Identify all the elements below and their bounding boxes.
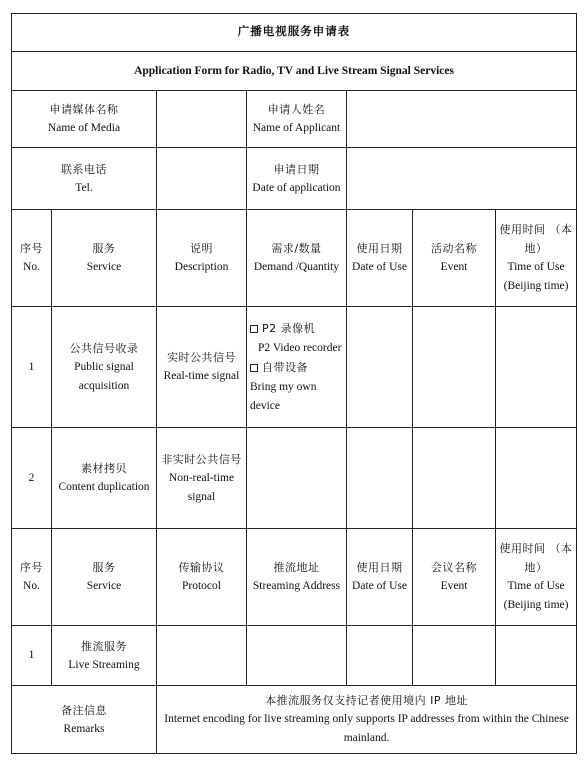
event-field[interactable] xyxy=(413,307,496,428)
streaming-address-field[interactable] xyxy=(247,626,347,686)
header-event: 活动名称 Event xyxy=(413,210,496,307)
header-date-of-use: 使用日期 Date of Use xyxy=(347,529,413,626)
description-cell: 非实时公共信号 Non-real-time signal xyxy=(157,428,247,529)
subtitle-row xyxy=(12,52,577,91)
remarks-row xyxy=(12,686,577,754)
signal-header-row xyxy=(12,210,577,307)
time-of-use-field[interactable] xyxy=(496,428,577,529)
date-of-use-field[interactable] xyxy=(347,307,413,428)
header-service: 服务 Service xyxy=(52,210,157,307)
tel-field[interactable] xyxy=(157,148,247,210)
description-cell: 实时公共信号 Real-time signal xyxy=(157,307,247,428)
checkbox-icon[interactable] xyxy=(250,325,258,333)
media-name-field[interactable] xyxy=(157,91,247,148)
media-name-label: 申请媒体名称 Name of Media xyxy=(12,91,157,148)
option-p2-recorder[interactable]: P2 录像机 xyxy=(250,319,343,339)
demand-options-cell: P2 录像机 P2 Video recorder 自带设备 Bring my own device xyxy=(247,307,347,428)
title-row xyxy=(12,14,577,52)
row-number: 1 xyxy=(12,626,52,686)
remarks-text: 本推流服务仅支持记者使用境内 IP 地址 Internet encoding for live streaming only supports IP addresses from within the Chinese mainland. xyxy=(157,686,577,754)
demand-field[interactable] xyxy=(247,428,347,529)
checkbox-icon[interactable] xyxy=(250,364,258,372)
date-of-use-field[interactable] xyxy=(347,428,413,529)
time-of-use-field[interactable] xyxy=(496,626,577,686)
media-row xyxy=(12,91,577,148)
time-of-use-field[interactable] xyxy=(496,307,577,428)
header-time-of-use: 使用时间 （本地） Time of Use (Beijing time) xyxy=(496,210,577,307)
signal-row-1 xyxy=(12,307,577,428)
form-title-zh: 广播电视服务申请表 xyxy=(12,14,577,52)
service-cell: 推流服务 Live Streaming xyxy=(52,626,157,686)
service-cell: 公共信号收录 Public signal acquisition xyxy=(52,307,157,428)
row-number: 1 xyxy=(12,307,52,428)
signal-row-2 xyxy=(12,428,577,529)
applicant-name-field[interactable] xyxy=(347,91,577,148)
header-no: 序号 No. xyxy=(12,529,52,626)
tel-label: 联系电话 Tel. xyxy=(12,148,157,210)
tel-row xyxy=(12,148,577,210)
header-event: 会议名称 Event xyxy=(413,529,496,626)
header-date-of-use: 使用日期 Date of Use xyxy=(347,210,413,307)
header-no: 序号 No. xyxy=(12,210,52,307)
date-of-use-field[interactable] xyxy=(347,626,413,686)
remarks-label: 备注信息 Remarks xyxy=(12,686,157,754)
applicant-name-label: 申请人姓名 Name of Applicant xyxy=(247,91,347,148)
application-date-label: 申请日期 Date of application xyxy=(247,148,347,210)
header-demand: 需求/数量 Demand /Quantity xyxy=(247,210,347,307)
service-cell: 素材拷贝 Content duplication xyxy=(52,428,157,529)
protocol-field[interactable] xyxy=(157,626,247,686)
form-title-en: Application Form for Radio, TV and Live Stream Signal Services xyxy=(12,52,577,91)
header-service: 服务 Service xyxy=(52,529,157,626)
application-date-field[interactable] xyxy=(347,148,577,210)
stream-header-row xyxy=(12,529,577,626)
event-field[interactable] xyxy=(413,428,496,529)
header-description: 说明 Description xyxy=(157,210,247,307)
option-own-device[interactable]: 自带设备 xyxy=(250,358,343,378)
application-form-table xyxy=(11,13,577,754)
header-streaming-address: 推流地址 Streaming Address xyxy=(247,529,347,626)
stream-row-1 xyxy=(12,626,577,686)
event-field[interactable] xyxy=(413,626,496,686)
header-time-of-use: 使用时间 （本地） Time of Use (Beijing time) xyxy=(496,529,577,626)
header-protocol: 传输协议 Protocol xyxy=(157,529,247,626)
row-number: 2 xyxy=(12,428,52,529)
